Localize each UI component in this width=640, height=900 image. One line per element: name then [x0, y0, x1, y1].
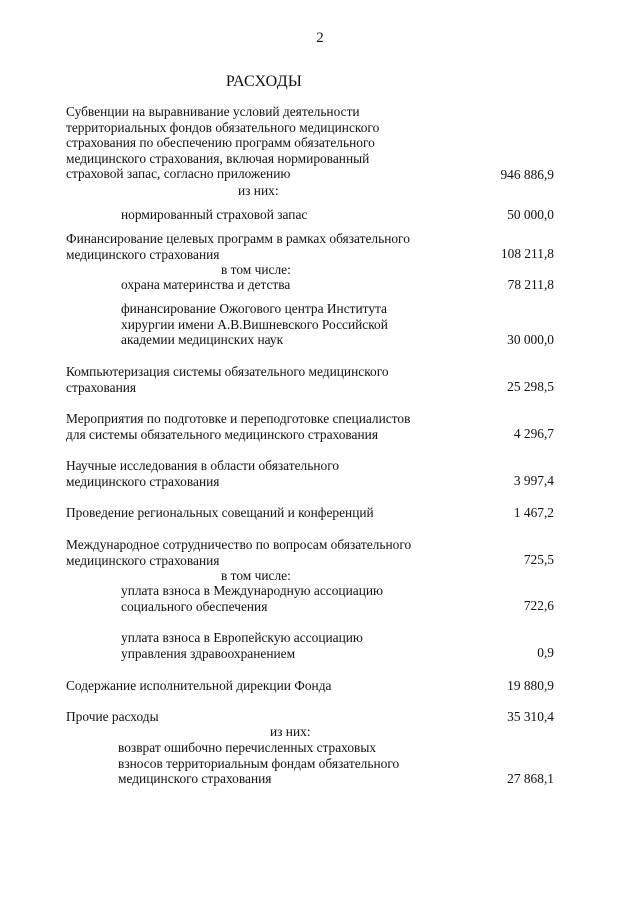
expense-amount: 4 296,7	[513, 426, 554, 441]
qualifier-label: из них:	[238, 183, 279, 198]
item-line: уплата взноса в Европейскую ассоциацию	[121, 630, 363, 645]
item-line: для системы обязательного медицинского страхования	[66, 426, 378, 442]
page-number: 2	[316, 30, 324, 46]
item-line: уплата взноса в Международную ассоциацию	[121, 583, 384, 598]
item-line: Международное сотрудничество по вопросам обязательного	[66, 537, 412, 552]
expense-item-directorate	[66, 678, 461, 694]
item-line: возврат ошибочно перечисленных страховых	[118, 740, 377, 755]
expense-subitem-burn-center	[121, 301, 461, 348]
item-line: взносов территориальным фондам обязательного	[118, 755, 400, 771]
page-title: РАСХОДЫ	[225, 73, 303, 90]
item-line: Содержание исполнительной дирекции Фонда	[66, 678, 332, 693]
expense-subitem-maternity	[121, 277, 461, 293]
expense-item-subventions	[66, 104, 461, 182]
expense-amount: 725,5	[523, 552, 554, 567]
expense-amount: 1 467,2	[513, 505, 554, 520]
expense-amount: 19 880,9	[507, 678, 554, 693]
expense-amount: 27 868,1	[507, 771, 554, 786]
item-line: Прочие расходы	[66, 709, 159, 724]
item-line: страховой запас, согласно приложению	[66, 166, 291, 182]
expense-amount: 30 000,0	[507, 332, 554, 347]
expense-item-training	[66, 411, 461, 442]
item-line: Компьютеризация системы обязательного медицинского	[66, 364, 389, 379]
expense-amount: 3 997,4	[513, 473, 554, 488]
expense-subitem-intl-association	[121, 583, 461, 614]
item-line: медицинского страхования	[118, 771, 272, 787]
item-line: территориальных фондов обязательного медицинского	[66, 119, 380, 135]
expense-item-international	[66, 537, 461, 568]
expense-item-research	[66, 458, 461, 489]
expense-item-computerization	[66, 364, 461, 395]
qualifier-label: в том числе:	[221, 262, 291, 277]
item-line: Финансирование целевых программ в рамках обязательного	[66, 231, 410, 246]
item-line: Научные исследования в области обязательного	[66, 458, 340, 473]
expense-item-target-programs	[66, 231, 461, 262]
expense-amount: 50 000,0	[507, 207, 554, 222]
expense-subitem-refund	[118, 740, 463, 787]
expense-amount: 25 298,5	[507, 379, 554, 394]
item-line: Субвенции на выравнивание условий деятельности	[66, 104, 360, 119]
item-line: управления здравоохранением	[121, 645, 296, 661]
item-line: медицинского страхования	[66, 552, 220, 568]
item-line: Мероприятия по подготовке и переподготовке специалистов	[66, 411, 411, 426]
expense-amount: 108 211,8	[500, 246, 554, 261]
item-line: охрана материнства и детства	[121, 277, 291, 292]
expense-amount: 0,9	[537, 645, 554, 660]
item-line: медицинского страхования, включая нормированный	[66, 150, 370, 166]
expense-amount: 946 886,9	[500, 167, 554, 182]
item-line: академии медицинских наук	[121, 332, 284, 348]
expense-item-other	[66, 709, 461, 725]
item-line: медицинского страхования	[66, 473, 220, 489]
expense-amount: 722,6	[523, 598, 554, 613]
item-line: страхования по обеспечению программ обязательного	[66, 135, 375, 151]
item-line: Проведение региональных совещаний и конференций	[66, 505, 374, 520]
item-line: финансирование Ожогового центра Института	[121, 301, 388, 316]
expense-subitem-euro-association	[121, 630, 461, 661]
item-line: социального обеспечения	[121, 598, 268, 614]
item-line: нормированный страховой запас	[121, 207, 308, 222]
expense-amount: 78 211,8	[507, 277, 554, 292]
qualifier-label: в том числе:	[221, 568, 291, 583]
qualifier-label: из них:	[270, 724, 311, 739]
item-line: хирургии имени А.В.Вишневского Российской	[121, 316, 388, 332]
expense-amount: 35 310,4	[507, 709, 554, 724]
item-line: медицинского страхования	[66, 246, 220, 262]
item-line: страхования	[66, 379, 137, 395]
expense-subitem-reserve	[121, 207, 461, 223]
expense-item-regional-meetings	[66, 505, 461, 521]
